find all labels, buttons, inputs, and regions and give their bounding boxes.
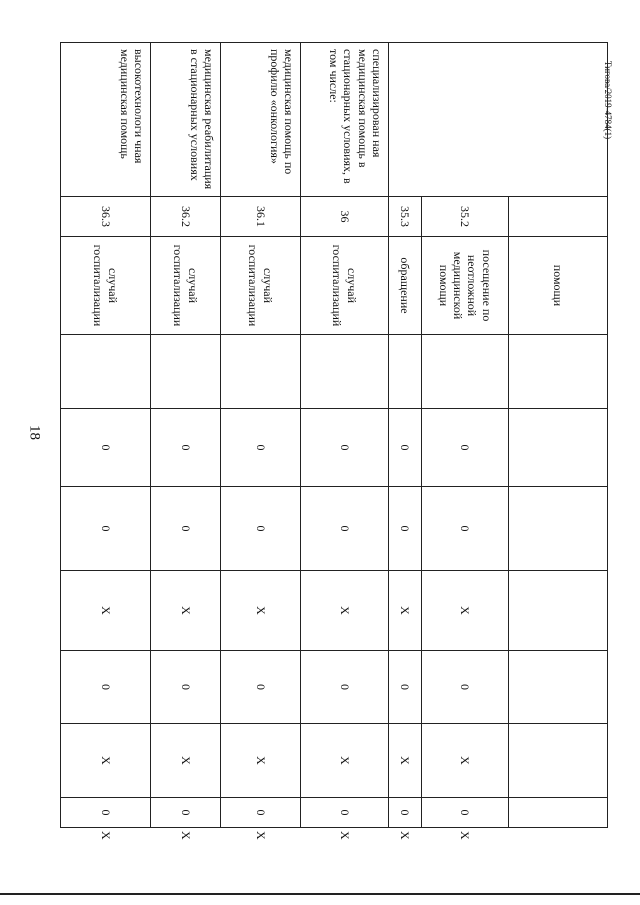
- header-code-cell: [509, 197, 608, 237]
- header-name-cell: [509, 43, 608, 197]
- row-value-cell: 0: [61, 798, 151, 828]
- row-value-cell: X: [61, 571, 151, 651]
- row-value-cell: 0: [389, 798, 422, 828]
- row-value-cell: 0: [61, 409, 151, 487]
- row-value-cell: [389, 335, 422, 409]
- table-row: медицинская реабилитация в стационарных условиях 36.2 случай госпитализации 0 0 X 0 X 0 X: [151, 43, 221, 828]
- table-header-row: [509, 43, 608, 828]
- rotated-table-area: [60, 42, 608, 840]
- row-value-cell: X: [221, 724, 301, 798]
- row-value-cell: 0: [221, 487, 301, 571]
- row-value-cell: 0: [221, 651, 301, 724]
- row-unit-cell: обращение: [389, 237, 422, 335]
- header-value-cell: [509, 409, 608, 487]
- row-name-cell: [389, 43, 422, 197]
- row-value-cell: 0: [422, 487, 509, 571]
- row-value-cell: 0: [61, 651, 151, 724]
- document-code: [603, 60, 613, 140]
- row-value-cell: X: [151, 724, 221, 798]
- row-value-cell: 0: [221, 409, 301, 487]
- header-value-cell: [509, 335, 608, 409]
- table-row: 35.3 обращение 0 0 X 0 X 0 X: [389, 43, 422, 828]
- row-value-cell: 0: [301, 651, 389, 724]
- header-value-cell: [509, 651, 608, 724]
- row-name-cell: медицинская реабилитация в стационарных условиях: [151, 43, 221, 197]
- footer-rule: [0, 893, 640, 895]
- row-code-cell: 36.2: [151, 197, 221, 237]
- row-value-cell: 0: [151, 651, 221, 724]
- row-value-cell: X: [301, 724, 389, 798]
- row-value-cell: 0: [389, 651, 422, 724]
- header-value-cell: [509, 571, 608, 651]
- row-value-cell: X: [422, 571, 509, 651]
- table-row: 35.2 посещение по неотложной медицинской помощи 0 0 X 0 X 0 X: [422, 43, 509, 828]
- table-row: высокотехнологи чная медицинская помощь 36.3 случай госпитализации 0 0 X 0 X 0 X: [61, 43, 151, 828]
- row-name-cell: [422, 43, 509, 197]
- row-value-cell: X: [422, 724, 509, 798]
- row-value-cell: X: [151, 571, 221, 651]
- header-value-cell: [509, 724, 608, 798]
- row-code-cell: 36.1: [221, 197, 301, 237]
- row-value-cell: 0: [422, 651, 509, 724]
- row-unit-cell: посещение по неотложной медицинской помощи: [422, 237, 509, 335]
- row-value-cell: [301, 335, 389, 409]
- row-code-cell: 35.2: [422, 197, 509, 237]
- row-value-cell: 0: [151, 409, 221, 487]
- row-value-cell: 0: [422, 798, 509, 828]
- row-value-cell: X: [389, 724, 422, 798]
- header-unit-cell: помощи: [509, 237, 608, 335]
- row-value-cell: [151, 335, 221, 409]
- row-unit-cell: случай госпитализации: [221, 237, 301, 335]
- table-row: специализирован ная медицинская помощь в стационарных условиях, в том числе: 36 случай госпитализаций 0 0 X 0 X 0 X: [301, 43, 389, 828]
- row-name-cell: высокотехнологи чная медицинская помощь: [61, 43, 151, 197]
- row-unit-cell: случай госпитализации: [151, 237, 221, 335]
- row-value-cell: 0: [389, 487, 422, 571]
- row-code-cell: 36.3: [61, 197, 151, 237]
- row-value-cell: 0: [151, 487, 221, 571]
- row-value-cell: [61, 335, 151, 409]
- document-code-text: Тигова/2019-4784(1): [603, 60, 613, 140]
- row-value-cell: X: [221, 571, 301, 651]
- row-value-cell: X: [301, 571, 389, 651]
- row-code-cell: 36: [301, 197, 389, 237]
- row-name-cell: специализирован ная медицинская помощь в стационарных условиях, в том числе:: [301, 43, 389, 197]
- header-value-cell: [509, 798, 608, 828]
- row-value-cell: 0: [61, 487, 151, 571]
- header-value-cell: [509, 487, 608, 571]
- row-value-cell: [422, 335, 509, 409]
- row-value-cell: 0: [422, 409, 509, 487]
- row-value-cell: 0: [301, 798, 389, 828]
- row-value-cell: X: [61, 724, 151, 798]
- page-number: 18: [26, 425, 43, 440]
- row-name-cell: медицинская помощь по профилю «онкология»: [221, 43, 301, 197]
- table-row: медицинская помощь по профилю «онкология» 36.1 случай госпитализации 0 0 X 0 X 0 X: [221, 43, 301, 828]
- row-value-cell: [221, 335, 301, 409]
- row-value-cell: 0: [151, 798, 221, 828]
- row-value-cell: 0: [221, 798, 301, 828]
- row-value-cell: 0: [301, 487, 389, 571]
- row-value-cell: X: [389, 571, 422, 651]
- row-unit-cell: случай госпитализации: [61, 237, 151, 335]
- row-value-cell: 0: [301, 409, 389, 487]
- row-code-cell: 35.3: [389, 197, 422, 237]
- row-value-cell: 0: [389, 409, 422, 487]
- data-table: [60, 42, 608, 840]
- table-container: [60, 42, 608, 840]
- row-unit-cell: случай госпитализаций: [301, 237, 389, 335]
